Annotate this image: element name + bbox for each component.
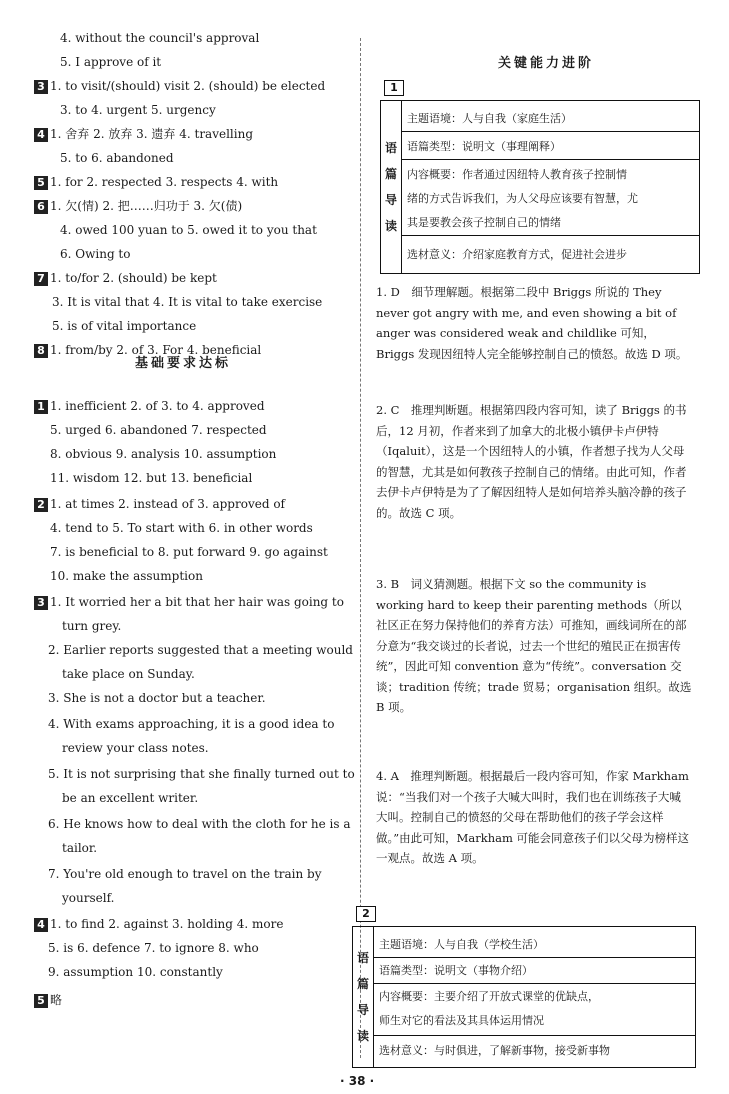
answer-text: yourself. bbox=[62, 891, 115, 905]
answer-text: 4. owed 100 yuan to 5. owed it to you that bbox=[60, 223, 317, 237]
answer-text: take place on Sunday. bbox=[62, 667, 195, 681]
exercise-number-badge: 5 bbox=[34, 176, 48, 190]
answer-line bbox=[48, 816, 351, 832]
answer-1: 1. D 细节理解题。根据第二段中 Briggs 所说的 They never got angry with me, and even showing a bit of anger was considered weak and childlike 可知，Briggs 发现因纽特人完全能够控制自己的愤怒。故选 D 项。 bbox=[376, 285, 688, 361]
answer-text: 1. to visit/(should) visit 2. (should) be elected bbox=[50, 79, 326, 93]
exercise-number-badge: 8 bbox=[34, 344, 48, 358]
answer-line bbox=[34, 594, 344, 610]
answer-line bbox=[34, 126, 253, 142]
answer-line bbox=[60, 54, 161, 70]
answer-line bbox=[62, 890, 114, 906]
answer-line bbox=[60, 222, 317, 238]
answer-line bbox=[34, 270, 217, 286]
reading-guide-side-label: 语 篇 导 读 bbox=[353, 927, 374, 1067]
exercise-number-badge: 4 bbox=[34, 918, 48, 932]
answer-line bbox=[50, 470, 252, 486]
answer-text: 略 bbox=[50, 993, 63, 1007]
answer-line bbox=[52, 294, 322, 310]
answer-line bbox=[60, 150, 174, 166]
answer-text: 5. is 6. defence 7. to ignore 8. who bbox=[48, 941, 259, 955]
guide-significance: 选材意义：与时俱进，了解新事物，接受新事物 bbox=[379, 1044, 610, 1057]
answer-line bbox=[60, 102, 216, 118]
answer-text: 6. Owing to bbox=[60, 247, 131, 261]
guide-theme: 主题语境：人与自我（家庭生活） bbox=[401, 107, 699, 132]
answer-line bbox=[62, 618, 121, 634]
answer-text: tailor. bbox=[62, 841, 98, 855]
reading-guide-2 bbox=[352, 926, 696, 1068]
section-heading-advanced: 关键能力进阶 bbox=[498, 56, 595, 71]
answer-text: 6. He knows how to deal with the cloth for he is a bbox=[48, 817, 351, 831]
column-divider bbox=[360, 38, 361, 1058]
guide-type: 语篇类型：说明文（事理阐释） bbox=[401, 135, 699, 160]
answer-text: 4. tend to 5. To start with 6. in other words bbox=[50, 521, 313, 535]
answer-line bbox=[62, 840, 97, 856]
exercise-number-badge: 3 bbox=[34, 596, 48, 610]
answer-text: 1. inefficient 2. of 3. to 4. approved bbox=[50, 399, 265, 413]
answer-text: 5. I approve of it bbox=[60, 55, 162, 69]
exercise-number-badge: 1 bbox=[34, 400, 48, 414]
answer-text: 3. It is vital that 4. It is vital to take exercise bbox=[52, 295, 323, 309]
answer-text: 5. urged 6. abandoned 7. respected bbox=[50, 423, 267, 437]
reading-guide-side-label: 语 篇 导 读 bbox=[381, 101, 402, 273]
exercise-number-badge: 3 bbox=[34, 80, 48, 94]
answer-text: 2. Earlier reports suggested that a meeting would bbox=[48, 643, 353, 657]
answer-text: 5. is of vital importance bbox=[52, 319, 197, 333]
answer-line bbox=[48, 866, 322, 882]
answer-text: 1. at times 2. instead of 3. approved of bbox=[50, 497, 285, 511]
answer-text: 4. without the council's approval bbox=[60, 31, 260, 45]
answer-line bbox=[48, 766, 355, 782]
answer-line bbox=[34, 992, 62, 1008]
answer-text: 1. It worried her a bit that her hair was going to bbox=[50, 595, 344, 609]
answer-line bbox=[50, 544, 328, 560]
answer-text: 1. for 2. respected 3. respects 4. with bbox=[50, 175, 279, 189]
answer-text: review your class notes. bbox=[62, 741, 209, 755]
exercise-number-badge: 2 bbox=[34, 498, 48, 512]
page-number: · 38 · bbox=[340, 1074, 375, 1088]
exercise-number-badge: 5 bbox=[34, 994, 48, 1008]
answer-line bbox=[48, 964, 223, 980]
answer-line bbox=[34, 174, 278, 190]
answer-line bbox=[62, 790, 198, 806]
answer-text: 8. obvious 9. analysis 10. assumption bbox=[50, 447, 277, 461]
answer-line bbox=[52, 318, 196, 334]
answer-3: 3. B 词义猜测题。根据下文 so the community is working hard to keep their parenting methods（所以社区正在努力保持他们的养育方法）可推知，画线词所在的部分意为“我交谈过的长者说，过去一个世纪的殖民正在损害传统”，因此可知 convention 意为“传统”。conversation 交谈；tradition 传统；trade 贸易；organisation 组织。故选 B 项。 bbox=[376, 577, 692, 714]
answer-text: 1. from/by 2. of 3. For 4. beneficial bbox=[50, 343, 262, 357]
answer-line bbox=[50, 422, 267, 438]
answer-text: be an excellent writer. bbox=[62, 791, 199, 805]
answer-line bbox=[50, 446, 276, 462]
answer-line bbox=[62, 740, 209, 756]
section-heading-basic: 基础要求达标 bbox=[135, 356, 232, 371]
answer-line bbox=[60, 246, 130, 262]
exercise-number-badge: 4 bbox=[34, 128, 48, 142]
answer-text: 5. It is not surprising that she finally turned out to bbox=[48, 767, 355, 781]
answer-text: 4. With exams approaching, it is a good idea to bbox=[48, 717, 335, 731]
answer-line bbox=[50, 520, 313, 536]
answer-line bbox=[34, 78, 325, 94]
answer-line bbox=[34, 398, 265, 414]
guide-type: 语篇类型：说明文（事物介绍） bbox=[373, 959, 695, 984]
answer-line bbox=[48, 716, 334, 732]
exercise-number-badge: 6 bbox=[34, 200, 48, 214]
answer-line bbox=[60, 30, 259, 46]
answer-text: 3. to 4. urgent 5. urgency bbox=[60, 103, 216, 117]
answer-line bbox=[50, 568, 203, 584]
answer-text: turn grey. bbox=[62, 619, 122, 633]
answer-line bbox=[48, 940, 259, 956]
answer-text: 7. You're old enough to travel on the train by bbox=[48, 867, 322, 881]
answer-line bbox=[34, 496, 285, 512]
passage-2-badge: 2 bbox=[356, 906, 376, 922]
answer-text: 1. 舍弃 2. 放弃 3. 遗弃 4. travelling bbox=[50, 127, 254, 141]
guide-theme: 主题语境：人与自我（学校生活） bbox=[373, 933, 695, 958]
answer-4: 4. A 推理判断题。根据最后一段内容可知，作家 Markham 说：“当我们对一个孩子大喊大叫时，我们也在训练孩子大喊大叫。控制自己的愤怒的父母在帮助他们的孩子学会这样做。”由此可知，Markham 可能会同意孩子们以父母为榜样这一观点。故选 A 项。 bbox=[376, 769, 690, 865]
answer-text: 1. to find 2. against 3. holding 4. more bbox=[50, 917, 284, 931]
answer-text: 5. to 6. abandoned bbox=[60, 151, 174, 165]
answer-2: 2. C 推理判断题。根据第四段内容可知，读了 Briggs 的书后，12 月初，作者来到了加拿大的北极小镇伊卡卢伊特（Iqaluit），这是一个因纽特人的小镇，作者想子找为人父母的智慧，尤其是如何教孩子控制自己的情绪。由此可知，作者去伊卡卢伊特是为了了解因纽特人是如何培养头脑冷静的孩子的。故选 C 项。 bbox=[376, 403, 687, 520]
answer-line bbox=[34, 198, 242, 214]
answer-text: 9. assumption 10. constantly bbox=[48, 965, 223, 979]
answer-text: 3. She is not a doctor but a teacher. bbox=[48, 691, 266, 705]
answer-text: 1. to/for 2. (should) be kept bbox=[50, 271, 217, 285]
answer-line bbox=[48, 690, 266, 706]
answer-line bbox=[34, 916, 283, 932]
answer-text: 1. 欠(情) 2. 把……归功于 3. 欠(债) bbox=[50, 199, 243, 213]
answer-text: 10. make the assumption bbox=[50, 569, 203, 583]
guide-significance: 选材意义：介绍家庭教育方式，促进社会进步 bbox=[407, 248, 627, 261]
answer-text: 11. wisdom 12. but 13. beneficial bbox=[50, 471, 253, 485]
exercise-number-badge: 7 bbox=[34, 272, 48, 286]
passage-1-badge: 1 bbox=[384, 80, 404, 96]
guide-summary: 内容概要：主要介绍了开放式课堂的优缺点， 师生对它的看法及其具体运用情况 bbox=[373, 985, 695, 1036]
answer-line bbox=[48, 642, 353, 658]
answer-line bbox=[62, 666, 195, 682]
answer-text: 7. is beneficial to 8. put forward 9. go against bbox=[50, 545, 328, 559]
guide-summary: 内容概要：作者通过因纽特人教育孩子控制情 绪的方式告诉我们，为人父母应该要有智慧，尤 其是要教会孩子控制自己的情绪 bbox=[401, 163, 699, 236]
reading-guide-1 bbox=[380, 100, 700, 274]
